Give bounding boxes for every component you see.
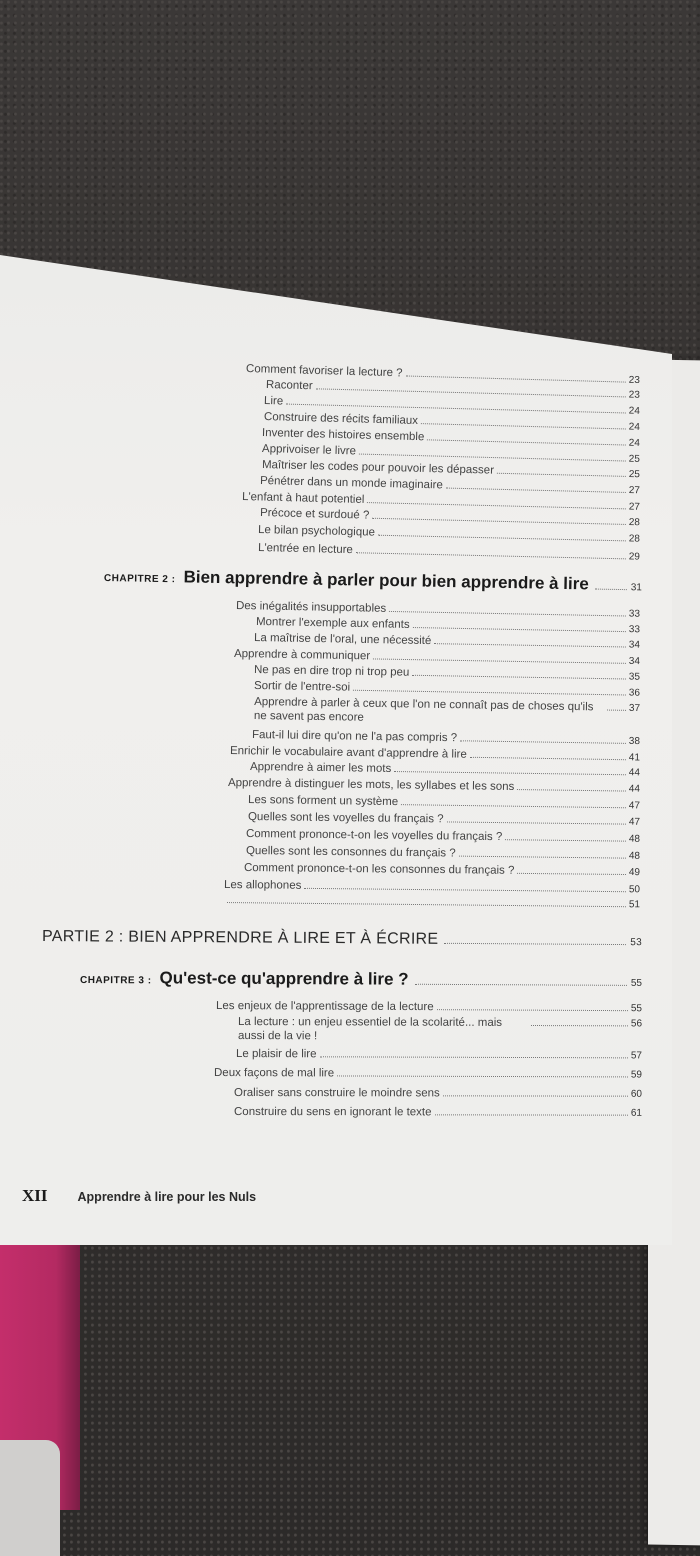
toc-entry: Précoce et surdoué ? 28 [259,507,641,529]
toc-entry: Construire du sens en ignorant le texte 61 [233,1106,643,1119]
toc-entry: Comment prononce-t-on les voyelles du français ? 48 [245,828,641,845]
toc-entry: Comment prononce-t-on les consonnes du français ? 49 [243,862,641,879]
toc-entry: Des inégalités insupportables 33 [235,600,641,620]
chapter-3-heading: CHAPITRE 3 : Qu'est-ce qu'apprendre à lire ? 55 [79,968,643,989]
toc-entry: Maîtriser les codes pour pouvoir les dépasser 25 [261,459,641,481]
toc-entry: Enrichir le vocabulaire avant d'apprendre à lire 41 [229,745,641,764]
toc-entry: Pénétrer dans un monde imaginaire 27 [259,475,641,497]
toc-entry: Les allophones 50 [223,879,641,896]
toc-entry: Les enjeux de l'apprentissage de la lecture 55 [215,1000,643,1015]
toc-entry: Comment favoriser la lecture ? 23 [245,363,640,386]
toc-entry: L'entrée en lecture 29 [257,542,641,563]
toc-entry: Oraliser sans construire le moindre sens 60 [233,1087,643,1100]
toc-entry: Faut-il lui dire qu'on ne l'a pas compris ? 38 [251,729,641,748]
toc-entry: Inventer des histoires ensemble 24 [261,427,641,449]
toc-entry: Apprivoiser le livre 25 [261,443,641,465]
toc-entry-multiline: La lecture : un enjeu essentiel de la scolarité... mais aussi de la vie ! 56 [237,1016,643,1043]
toc-entry: Les sons forment un système 47 [247,794,641,812]
chapter-2-heading: CHAPITRE 2 : Bien apprendre à parler pour bien apprendre à lire 31 [103,567,642,594]
toc-entry: L'enfant à haut potentiel 27 [241,491,641,513]
toc-entry: Montrer l'exemple aux enfants 33 [255,616,641,636]
part-2-heading: PARTIE 2 : BIEN APPRENDRE À LIRE ET À ÉCRIRE 53 [41,928,643,949]
toc-entry: Construire des récits familiaux 24 [263,411,641,433]
toc-entry: Apprendre à communiquer 34 [233,648,641,668]
toc-entry-page-only: 51 [224,894,640,912]
toc-entry: Raconter 23 [265,379,641,401]
book-title: Apprendre à lire pour les Nuls [77,1190,257,1204]
page-footer [22,1186,256,1206]
page-number: XII [22,1186,48,1205]
toc-entry: Lire 24 [263,395,641,417]
toc-entry: Sortir de l'entre-soi 36 [253,680,641,699]
toc-entry: Ne pas en dire trop ni trop peu 35 [253,664,641,683]
toc-entry: Quelles sont les consonnes du français ? 48 [245,845,641,862]
toc-entry: La maîtrise de l'oral, une nécessité 34 [253,632,641,651]
toc-entry: Apprendre à distinguer les mots, les syllabes et les sons 44 [227,777,641,795]
toc-entry: Quelles sont les voyelles du français ? 47 [247,811,641,828]
toc-entry: Le plaisir de lire 57 [235,1048,643,1062]
toc-entry-multiline: Apprendre à parler à ceux que l'on ne connaît pas de choses qu'ils ne savent pas encore 37 [253,696,641,724]
toc-entry: Le bilan psychologique 28 [257,524,641,545]
toc-entry: Apprendre à aimer les mots 44 [249,761,641,779]
toc-entry: Deux façons de mal lire 59 [213,1067,643,1081]
